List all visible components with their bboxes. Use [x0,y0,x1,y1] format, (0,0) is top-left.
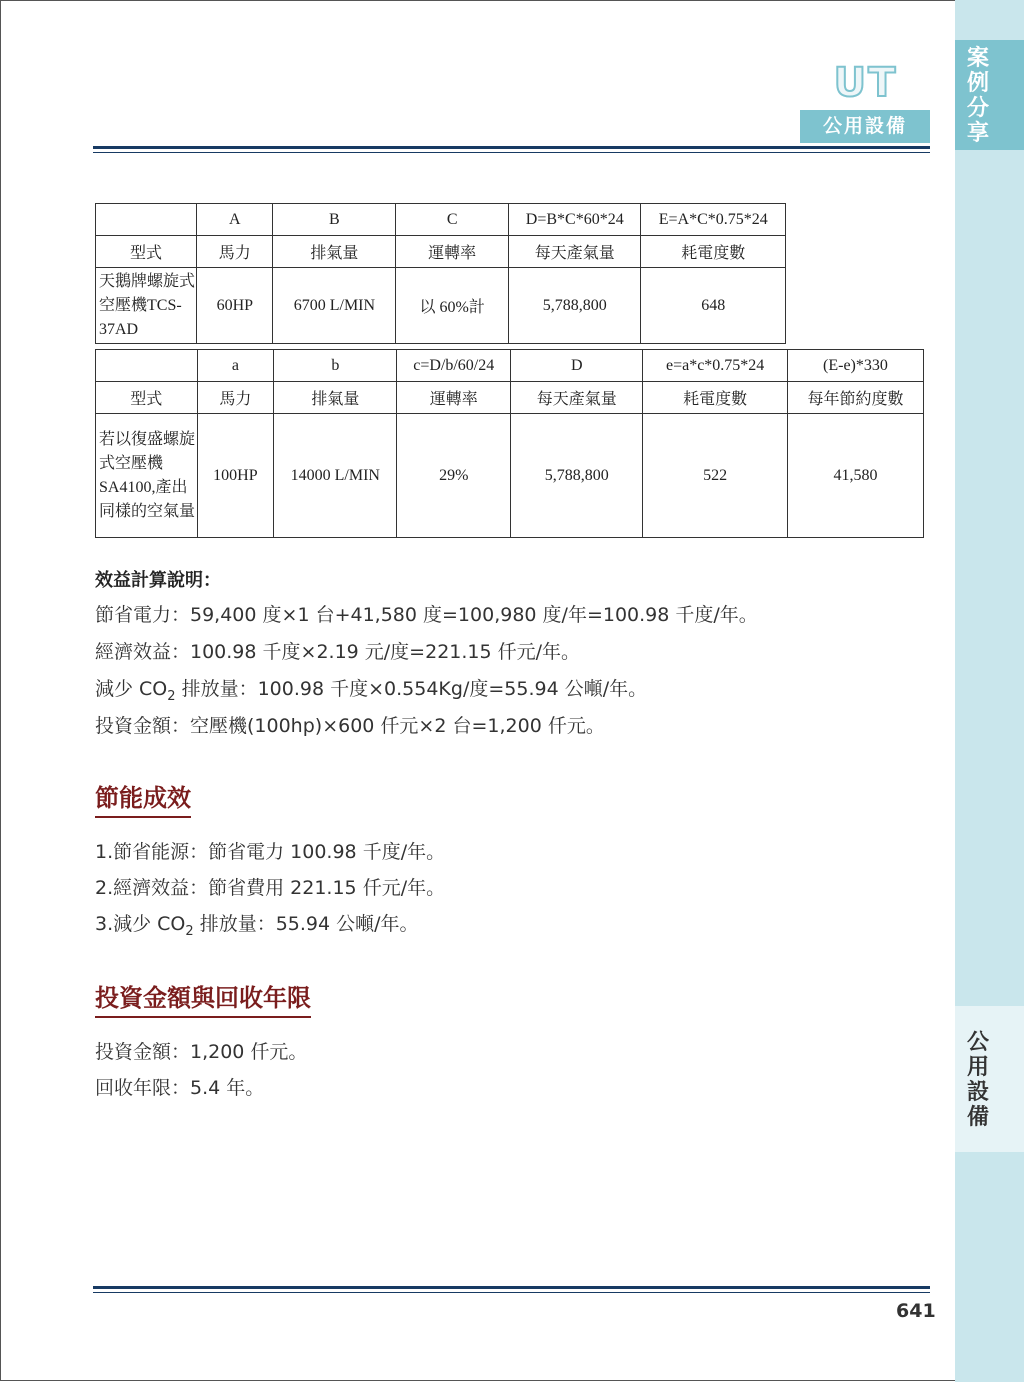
table2-cell: 14000 L/MIN [274,414,397,538]
calc-line-co2: 減少 $CO_2$ 排放量：100.98 千度×0.554Kg/度=55.94 公噸/年。 [95,678,648,704]
result-item-economic: 2.經濟效益：節省費用 221.15 仟元/年。 [95,877,446,899]
table2-header: 每天產氣量 [511,382,643,414]
page-number: 641 [896,1300,936,1322]
table2-code: (E-e)*330 [787,350,923,382]
side-tab-utilities-label: 公用設備 [966,1030,989,1130]
calc-line-invest: 投資金額：空壓機(100hp)×600 仟元×2 台=1,200 仟元。 [95,715,605,737]
table1-header: 排氣量 [273,236,396,268]
table1-code: B [273,204,396,236]
table2-cell: 29% [397,414,511,538]
table2-header: 運轉率 [397,382,511,414]
table2-code: b [274,350,397,382]
section-title-results: 節能成效 [95,778,191,818]
table1-header: 耗電度數 [641,236,786,268]
result-item-energy: 1.節省能源：節省電力 100.98 千度/年。 [95,841,446,863]
footer-rule-thin [93,1292,930,1293]
table2-header: 耗電度數 [643,382,788,414]
table1-cell: 60HP [197,268,273,344]
table1-header: 型式 [96,236,197,268]
table1-code: E=A*C*0.75*24 [641,204,786,236]
table1-cell: 648 [641,268,786,344]
ut-logo: UT [833,60,898,106]
table1-cell: 5,788,800 [509,268,641,344]
table2-cell: 5,788,800 [511,414,643,538]
table1-code: D=B*C*60*24 [509,204,641,236]
table2-header: 排氣量 [274,382,397,414]
header-rule-thin [93,152,930,153]
investment-payback: 回收年限：5.4 年。 [95,1077,265,1099]
table1-model: 天鵝牌螺旋式空壓機TCS-37AD [96,268,197,344]
calc-line-power: 節省電力：59,400 度×1 台+41,580 度=100,980 度/年=100.98 千度/年。 [95,604,758,626]
table2-code: D [511,350,643,382]
table2-cell: 41,580 [787,414,923,538]
investment-amount: 投資金額：1,200 仟元。 [95,1041,308,1063]
table1-cell: 以 60%計 [396,268,509,344]
table2-code [96,350,198,382]
table2-model: 若以復盛螺旋式空壓機SA4100,產出同樣的空氣量 [96,414,198,538]
table1-header: 馬力 [197,236,273,268]
table2-header: 馬力 [197,382,274,414]
side-tab-case-share-label: 案例分享 [966,46,989,146]
table1-code [96,204,197,236]
table2-code: e=a*c*0.75*24 [643,350,788,382]
table2-cell: 100HP [197,414,274,538]
footer-rule [93,1286,930,1289]
table2-header: 每年節約度數 [787,382,923,414]
header-rule [93,146,930,149]
table1-header: 運轉率 [396,236,509,268]
result-item-co2: 3.減少 $CO_2$ 排放量：55.94 公噸/年。 [95,913,419,939]
calc-line-economic: 經濟效益：100.98 千度×2.19 元/度=221.15 仟元/年。 [95,641,581,663]
table2-code: c=D/b/60/24 [397,350,511,382]
table1-cell: 6700 L/MIN [273,268,396,344]
table2-cell: 522 [643,414,788,538]
table1-code: C [396,204,509,236]
section-title-investment: 投資金額與回收年限 [95,978,311,1018]
table2-header: 型式 [96,382,198,414]
table1-code: A [197,204,273,236]
calc-title: 效益計算說明： [95,570,221,591]
logo-band: 公用設備 [800,110,930,143]
table2-code: a [197,350,274,382]
side-strip [955,0,1024,1382]
spec-table-2 [95,349,924,538]
table1-header: 每天產氣量 [509,236,641,268]
spec-table-1 [95,203,786,344]
